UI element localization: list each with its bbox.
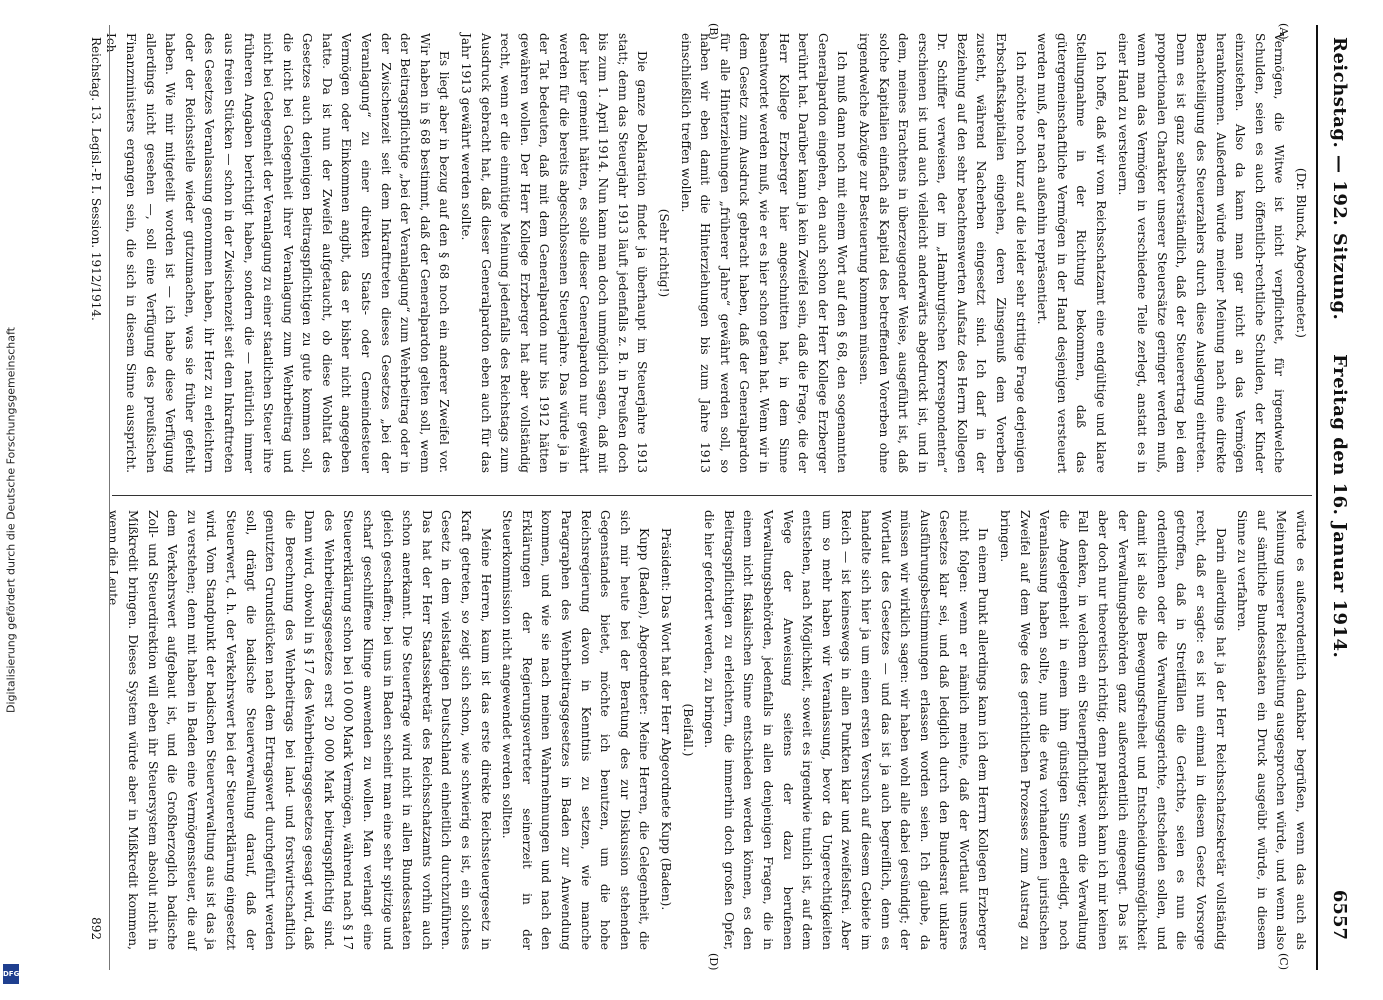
digitization-credit-strip [0, 0, 22, 1000]
president-statement: Präsident: Das Wort hat der Herr Abgeordnete Kupp (Baden). [659, 528, 673, 911]
dfg-logo-icon: DFG [3, 964, 19, 984]
rotated-page-content [40, 25, 1360, 970]
interjection: (Sehr richtig!) [657, 208, 671, 298]
digitization-credit-text: Digitalisierung gefördert durch die Deutsche Forschungsgemeinschaft [4, 327, 18, 713]
paragraph: würde es außerordentlich dankbar begrüßen, wenn das auch als Meinung unserer Reichsleitung ausgesprochen würde, und wenn also auf sämtliche Bundesstaaten ein Druck ausgeübt würde, in diesem Sinne zu verfahren. [1235, 510, 1308, 950]
paragraph: Darin allerdings hat ja der Herr Reichsschatzsekretär vollständig recht, daß er sagte: es ist nun einmal in diesem Gesetz Vorsorge getroffen, daß in Streitfällen die Gerichte, seien es nun die ordentlichen oder die Verwaltungsgerichte, entscheiden sollen, und damit ist also die Bewegungsfreiheit und Entscheidungsmöglichkeit der Verwaltungsbehörden ganz außerordentlich eingeengt. Das ist aber doch nur theoretisch richtig; denn praktisch kann ich mir keinen Fall denken, in welchem ein Steuerpflichtiger, wenn die Verwaltung die Angelegenheit in einem ihm günstigen Sinne erledigt, noch Veranlassung haben sollte, nun die etwa vorhandenen juristischen Zweifel auf dem Wege des gerichtlichen Prozesses zum Austrag zu bringen. [998, 510, 1228, 950]
paragraph: Meine Herren, kaum ist das erste direkte Reichssteuergesetz in Kraft getreten, so zeigt sich schon, wie schwierig es ist, ein solches Gesetz in dem vielstaatigen Deutschland einheitlich durchzuführen. Das hat der Herr Staatssekretär des Reichsschatzamts vorhin auch schon anerkannt. Die Steuerfrage wird nicht in allen Bundesstaaten gleich geschaffen; bei uns in Baden scheint man eine sehr spitzige und scharf geschliffene Klinge anwenden zu wollen. Man verlangt eine Steuererklärung schon bei 10 000 Mark Vermögen, während nach § 17 des Wehrbeitragsgesetzes erst 20 000 Mark beitragspflichtig sind. Dann wird, obwohl in § 17 des Wehrbeitragsgesetzes gesagt wird, daß die Berechnung des Wehrbeitrags bei land- und forstwirtschaftlich genutzten Grundstücken nach dem Ertragswert durchgeführt werden soll, drängt die badische Steuerverwaltung darauf, daß der Steuerwert, d. h. der Verkehrswert bei der Steuererklärung eingesetzt wird. Vom Standpunkt der badischen Steuerverwaltung aus ist das ja zu verstehen; denn mit haben in Baden eine Vermögenssteuer, die auf dem Verkehrswert aufgebaut ist, und die Großherzoglich badische Zoll- und Steuerdirektion will eben ihr Steuersystem absolut nicht in Mißkredit bringen. Dieses System würde aber in Mißkredit kommen, wenn die Leute [106, 510, 493, 950]
paragraph: In einem Punkt allerdings kann ich dem Herrn Kollegen Erzberger nicht folgen: wenn er nämlich meinte, daß der Wortlaut unseres Gesetzes klar sei, und daß lediglich durch den Bundesrat unklare Ausführungsbestimmungen erlassen worden seien. Ich glaube, da müssen wir wirklich sagen: wir haben wohl alle dabei gesündigt; der Wortlaut des Gesetzes — und das ist ja auch begreiflich, denn es handelte sich hier ja um einen ersten Versuch auf diesem Gebiete im Reich — ist keineswegs in allen Punkten klar und zweifelsfrei. Aber um so mehr haben wir Veranlassung, bevor da Ungerechtigkeiten entstehen, nach Möglichkeit, soweit es irgendwie tunlich ist, auf dem Wege der Anweisung seitens der dazu berufenen Verwaltungsbehörden, jedenfalls in allen denjenigen Fragen, die in einem nicht fiskalischen Sinne entschieden werden können, es den Beitragspflichtigen zu erleichtern, die immerhin doch großen Opfer, die hier gefordert werden, zu bringen. [702, 510, 991, 950]
paragraph: Es liegt aber in bezug auf den § 68 noch ein anderer Zweifel vor. Wir haben in § 68 bestimmt, daß der Generalpardon gelten soll, wenn der Beitragspflichtige „bei der Veranlagung“ zum Wehrbeitrag oder in der Zwischenzeit seit dem Inkrafttreten dieses Gesetzes „bei der Veranlagung“ zu einer direkten Staats- oder Gemeindesteuer Vermögen oder Einkommen angibt, das er bisher nicht angegeben hatte. Da ist nun der Zweifel aufgetaucht, ob diese Wohltat des Gesetzes auch denjenigen Beitragspflichtigen zu gute kommen soll, die nicht bei Gelegenheit ihrer Veranlagung zum Wehrbeitrag und nicht bei Gelegenheit der Veranlagung zu einer staatlichen Steuer ihre früheren Angaben berichtigt haben, sondern die — natürlich immer aus freien Stücken — schon in der Zwischenzeit seit dem Inkrafttreten des Gesetzes Veranlassung genommen haben, ihr Herz zu erleichtern oder der Reichsstelle wieder gutzumachen, was sie früher gefehlt haben. Wie mir mitgeteilt worden ist — ich habe diese Verfügung allerdings nicht gesehen —, soll eine Verfügung des preußischen Finanzministers ergangen sein, die sich in diesem Sinne ausspricht. Ich [104, 33, 452, 473]
header-date: Freitag den 16. Januar 1914. [1329, 354, 1350, 659]
margin-marker-d: (D) [707, 953, 720, 971]
scanned-page [40, 25, 1360, 970]
speaker-attribution: (Dr. Blunck, Abgeordneter.) [1294, 167, 1308, 339]
paragraph: Ich möchte noch kurz auf die leider sehr strittige Frage derjenigen Erbschaftskapitalien eingehen, deren Zinsgenuß dem Vorerben zusteht, während Nacherben eingesetzt sind. Ich darf in der Beziehung auf den sehr beachtenswerten Aufsatz des Herrn Kollegen Dr. Schiffer verweisen, der im „Hamburgischen Korrespondenten“ erschienen ist und auch vielleicht anderwärts abgedruckt ist, und in dem, meines Erachtens in überzeugender Weise, ausgeführt ist, daß solche Kapitalien einfach als Kapital des betreffenden Vorerben ohne irgendwelche Abzüge zur Besteuerung kommen müssen. [856, 33, 1028, 473]
interjection: (Beifall.) [680, 703, 695, 757]
column-divider [112, 495, 1312, 496]
paragraph: Kupp (Baden), Abgeordneter: Meine Herren, die Gelegenheit, die sich mir heute bei der Beratung des zur Diskussion stehenden Gegenstandes bietet, möchte ich benutzen, um die hohe Reichsregierung davon in Kenntnis zu setzen, wie manche Paragraphen des Wehrbeitragsgesetzes in Baden zur Anwendung kommen, und wie sie nach meinen Wahrnehmungen und nach den Erklärungen der Regierungsvertreter seinerzeit in der Steuerkommission nicht angewendet werden sollten. [500, 510, 652, 950]
footer-sheet-number: 892 [89, 917, 103, 940]
paragraph: Die ganze Deklaration findet ja überhaupt im Steuerjahre 1913 statt; denn das Steuerjahr 1913 läuft jedenfalls z. B. in Preußen doch bis zum 1. April 1914. Nun kann man doch unmöglich sagen, daß mit der hier gemeint hätten, es solle dieser Generalpardon nur gewährt werden für die bereits abgeschlossenen Steuerjahre. Das würde ja in der Tat bedeuten, daß mit dem Generalpardon nur bis 1912 hätten gewähren wollen. Der Herr Kollege Erzberger hat aber vollständig recht, wenn er die einmütige Meinung jedenfalls des Reichstags zum Ausdruck gebracht hat, daß dieser Generalpardon eben auch für das Jahr 1913 gewährt werden sollte. [459, 33, 650, 473]
paragraph: Vermögen, die Witwe ist nicht verpflichtet, für irgendwelche Schulden, seien es auch öffentlich-rechtliche Schulden, der Kinder einzustehen. Also da kann man gar nicht an das Vermögen herankommen. Außerdem würde meiner Meinung nach eine direkte Benachteiligung des Steuerzahlers durch diese Auslegung eintreten. Denn es ist ganz selbstverständlich, daß der Steuerertrag bei dem proportionalen Charakter unserer Steuersätze geringer werden muß, wenn man das Vermögen in verschiedene Teile zerlegt, anstatt es in einer Hand zu versteuern. [1115, 33, 1287, 473]
right-column [106, 510, 1310, 950]
margin-marker-b: (B) [707, 23, 720, 40]
margin-marker-c: (C) [1277, 953, 1290, 970]
paragraph: Ich muß dann noch mit einem Wort auf den § 68, den sogenannten Generalpardon eingehen, den auch schon der Herr Kollege Erzberger berührt hat. Darüber kann ja kein Zweifel sein, daß die Frage, die der Herr Kollege Erzberger hier angeschnitten hat, in dem Sinne beantwortet werden muß, wie er es hier schon getan hat. Wenn wir in dem Gesetz zum Ausdruck gebracht haben, daß der Generalpardon für alle Hinterziehungen „früherer Jahre“ gewährt werden soll, so haben wir eben damit die Hinterziehungen bis zum Jahre 1913 einschließlich treffen wollen. [678, 33, 850, 473]
page-number: 6557 [1329, 889, 1350, 940]
header-title [1329, 37, 1350, 658]
page-footer [79, 25, 110, 970]
left-column [104, 33, 1310, 473]
header-session: Reichstag. — 192. Sitzung. [1329, 37, 1350, 321]
margin-marker-a: (A) [1277, 23, 1290, 40]
paragraph: Ich hoffe, daß wir vom Reichsschatzamt eine endgültige und klare Stellungnahme in der Richtung bekommen, daß das gütergemeinschaftliche Vermögen in der Hand desjenigen versteuert werden muß, der nach außenhin repräsentiert. [1035, 33, 1109, 473]
page-header [1316, 25, 1360, 970]
footer-legislature: Reichstag. 13. Legisl.-P. I. Session. 1912/1914. [89, 37, 103, 321]
